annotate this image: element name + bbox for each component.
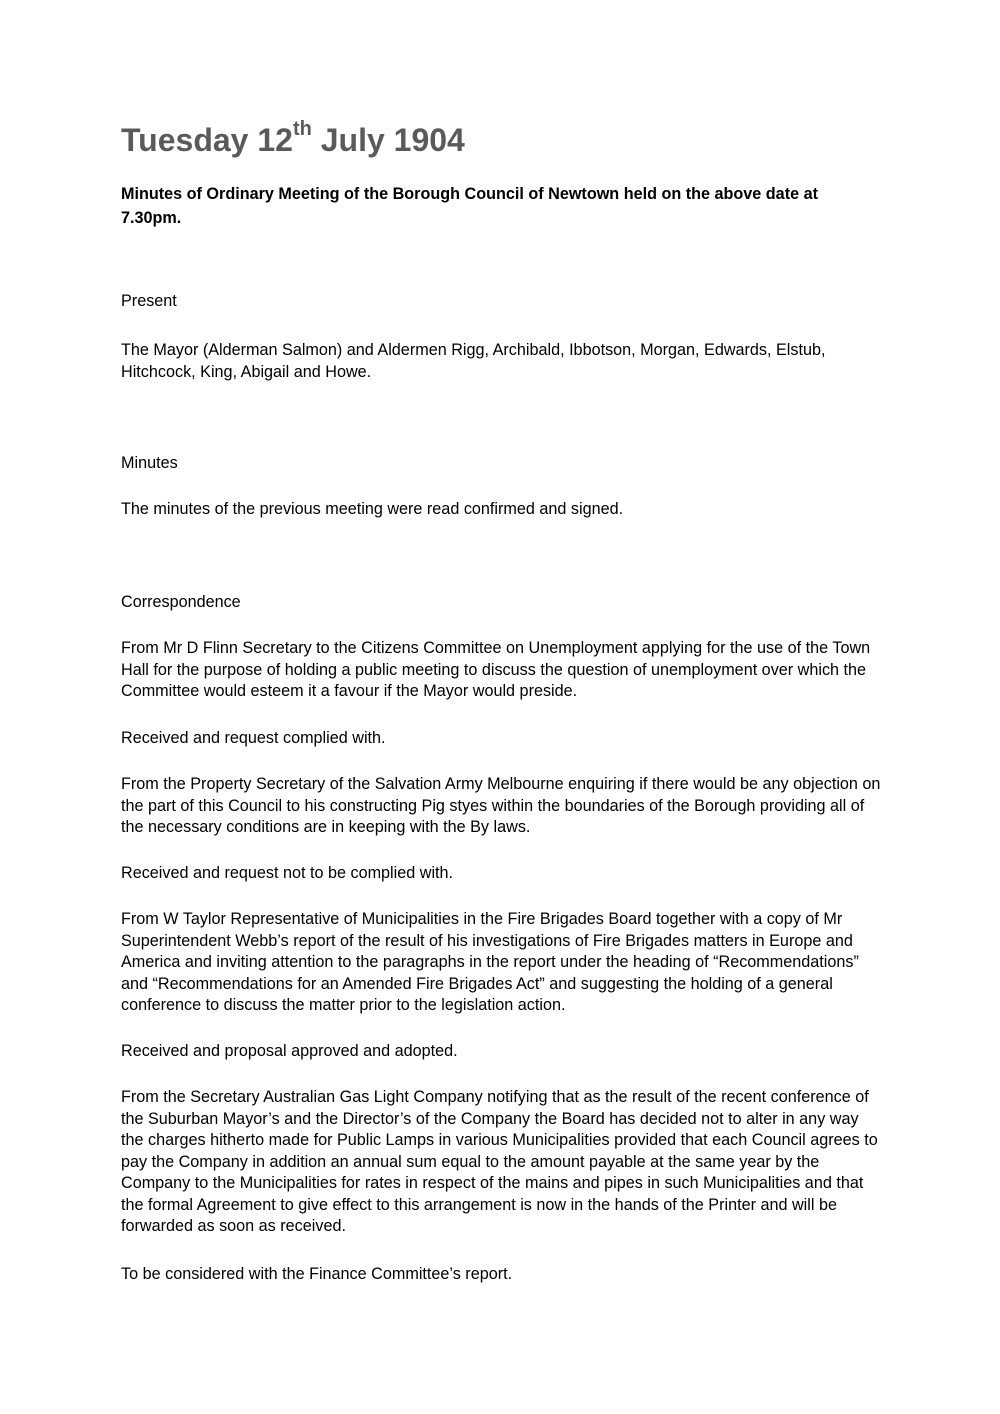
present-attendees-paragraph: The Mayor (Alderman Salmon) and Aldermen Rigg, Archibald, Ibbotson, Morgan, Edwards, Elstub, Hitchcock, King, Abigail and Howe. [121, 341, 826, 381]
page-title [121, 120, 465, 160]
meeting-subtitle: Minutes of Ordinary Meeting of the Borough Council of Newtown held on the above date at 7.30pm. [121, 185, 818, 227]
section-heading-correspondence: Correspondence [121, 593, 241, 611]
title-ordinal-suffix: th [292, 118, 312, 141]
title-suffix: July 1904 [311, 122, 465, 158]
correspondence-resolution: To be considered with the Finance Committee’s report. [121, 1265, 513, 1283]
minutes-paragraph: The minutes of the previous meeting were read confirmed and signed. [121, 500, 624, 518]
correspondence-resolution: Received and request complied with. [121, 729, 386, 747]
correspondence-item: From Mr D Flinn Secretary to the Citizens Committee on Unemployment applying for the use of the Town Hall for the purpose of holding a public meeting to discuss the question of unemployment over which the Committee would esteem it a favour if the Mayor would preside. [121, 639, 871, 700]
section-heading-minutes: Minutes [121, 454, 178, 472]
correspondence-item: From W Taylor Representative of Municipalities in the Fire Brigades Board together with a copy of Mr Superintendent Webb’s report of the result of his investigations of Fire Brigades matters in Europe and America and inviting attention to the paragraphs in the report under the heading of “Recommendations” and “Recommendations for an Amended Fire Brigades Act” and suggesting the holding of a general conference to discuss the matter prior to the legislation action. [121, 910, 859, 1014]
correspondence-resolution: Received and proposal approved and adopted. [121, 1042, 458, 1060]
correspondence-resolution: Received and request not to be complied with. [121, 864, 454, 882]
title-prefix: Tuesday 12 [121, 122, 293, 158]
correspondence-item: From the Property Secretary of the Salvation Army Melbourne enquiring if there would be any objection on the part of this Council to his constructing Pig styes within the boundaries of the Borough providing all of the necessary conditions are in keeping with the By laws. [121, 775, 881, 836]
section-heading-present: Present [121, 292, 177, 310]
correspondence-item: From the Secretary Australian Gas Light Company notifying that as the result of the recent conference of the Suburban Mayor’s and the Director’s of the Company the Board has decided not to alter in any way the charges hitherto made for Public Lamps in various Municipalities provided that each Council agrees to pay the Company in addition an annual sum equal to the amount payable at the same year by the Company to the Municipalities for rates in respect of the mains and pipes in such Municipalities and that the formal Agreement to give effect to this arrangement is now in the hands of the Printer and will be forwarded as soon as received. [121, 1088, 878, 1235]
